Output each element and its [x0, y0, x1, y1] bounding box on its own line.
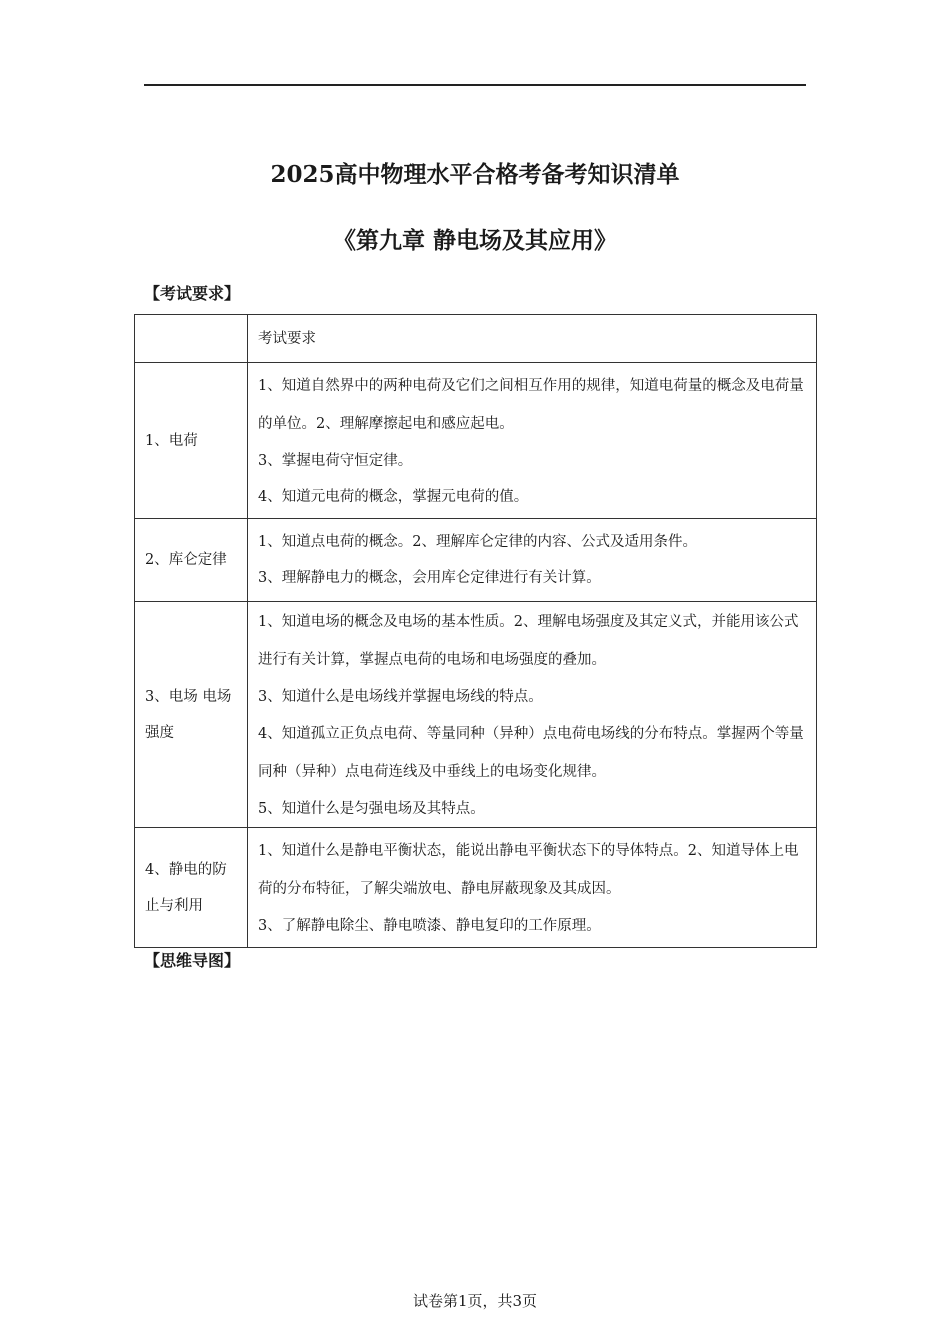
requirement-line: 5、知道什么是匀强电场及其特点。 [258, 800, 485, 817]
header-rule [144, 84, 806, 86]
requirement-line: 3、了解静电除尘、静电喷漆、静电复印的工作原理。 [258, 917, 601, 934]
topic-cell: 1、电荷 [135, 363, 248, 519]
requirement-line: 1、知道电场的概念及电场的基本性质。2、理解电场强度及其定义式，并能用该公式进行有关计算，掌握点电荷的电场和电场强度的叠加。 [258, 613, 799, 668]
mind-map-heading: 【思维导图】 [144, 951, 241, 970]
requirement-line: 4、知道元电荷的概念，掌握元电荷的值。 [258, 488, 529, 505]
requirement-cell [248, 363, 817, 519]
requirement-line: 3、掌握电荷守恒定律。 [258, 452, 413, 469]
topic-cell: 3、电场 电场强度 [135, 602, 248, 828]
table-row [135, 363, 817, 519]
requirement-line: 4、知道孤立正负点电荷、等量同种（异种）点电荷电场线的分布特点。掌握两个等量同种（异种）点电荷连线及中垂线上的电场变化规律。 [258, 725, 804, 780]
chapter-title: 《第九章 静电场及其应用》 [332, 227, 617, 254]
requirement-cell [248, 828, 817, 948]
requirement-line: 3、知道什么是电场线并掌握电场线的特点。 [258, 688, 543, 705]
document-title: 2025高中物理水平合格考备考知识清单 [270, 161, 680, 188]
page-footer: 试卷第1页，共3页 [412, 1292, 538, 1310]
header-topic-cell [135, 315, 248, 363]
requirement-line: 1、知道点电荷的概念。2、理解库仑定律的内容、公式及适用条件。 [258, 534, 697, 550]
requirement-cell [248, 602, 817, 828]
table-row [135, 602, 817, 828]
requirements-table [134, 314, 817, 948]
topic-cell: 2、库仑定律 [135, 519, 248, 602]
requirement-line: 3、理解静电力的概念，会用库仑定律进行有关计算。 [258, 570, 601, 586]
table-row [135, 828, 817, 948]
requirement-line: 1、知道自然界中的两种电荷及它们之间相互作用的规律，知道电荷量的概念及电荷量的单位。2、理解摩擦起电和感应起电。 [258, 377, 804, 432]
header-requirement-label: 考试要求 [258, 330, 316, 347]
table-row [135, 519, 817, 602]
requirement-cell [248, 519, 817, 602]
requirement-line: 1、知道什么是静电平衡状态，能说出静电平衡状态下的导体特点。2、知道导体上电荷的分布特征，了解尖端放电、静电屏蔽现象及其成因。 [258, 842, 799, 897]
exam-requirements-heading: 【考试要求】 [144, 284, 241, 303]
topic-cell: 4、静电的防止与利用 [135, 828, 248, 948]
table-header-row [135, 315, 817, 363]
header-requirement-cell [248, 315, 817, 363]
